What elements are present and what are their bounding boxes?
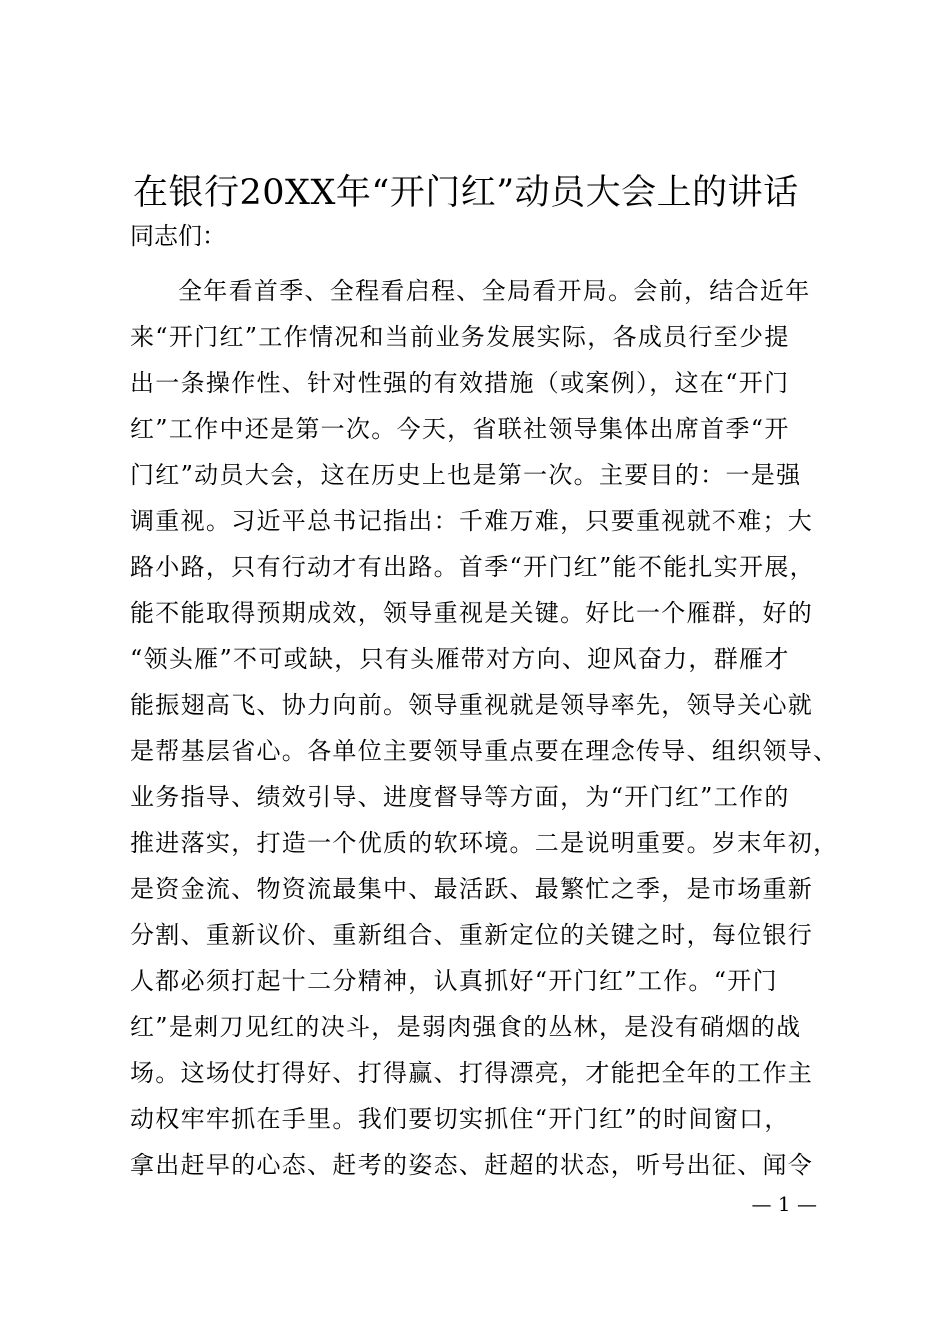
body-paragraph bbox=[130, 268, 839, 1188]
body-line: 红”是刺刀见红的决斗，是弱肉强食的丛林，是没有硝烟的战 bbox=[130, 1013, 802, 1041]
body-line: 能不能取得预期成效，领导重视是关键。好比一个雁群，好的 bbox=[130, 599, 814, 627]
body-line: 能振翅高飞、协力向前。领导重视就是领导率先，领导关心就 bbox=[130, 691, 814, 719]
body-line: “领头雁”不可或缺，只有头雁带对方向、迎风奋力，群雁才 bbox=[130, 645, 790, 673]
body-line: 门红”动员大会，这在历史上也是第一次。主要目的：一是强 bbox=[130, 461, 802, 489]
body-line: 出一条操作性、针对性强的有效措施（或案例），这在“开门 bbox=[130, 369, 790, 397]
body-line: 路小路，只有行动才有出路。首季“开门红”能不能扎实开展， bbox=[130, 553, 815, 581]
body-line: 红”工作中还是第一次。今天，省联社领导集体出席首季“开 bbox=[130, 415, 790, 443]
body-line: 场。这场仗打得好、打得赢、打得漂亮，才能把全年的工作主 bbox=[130, 1059, 814, 1087]
body-line: 来“开门红”工作情况和当前业务发展实际，各成员行至少提 bbox=[130, 323, 790, 351]
page-number: — 1 — bbox=[751, 1192, 817, 1216]
document-title: 在银行20XX年“开门红”动员大会上的讲话 bbox=[133, 173, 799, 213]
body-line: 是帮基层省心。各单位主要领导重点要在理念传导、组织领导、 bbox=[130, 737, 839, 765]
body-line: 全年看首季、全程看启程、全局看开局。会前，结合近年 bbox=[178, 277, 811, 305]
body-line: 拿出赶早的心态、赶考的姿态、赶超的状态，听号出征、闻令 bbox=[130, 1151, 814, 1179]
body-line: 推进落实，打造一个优质的软环境。二是说明重要。岁末年初， bbox=[130, 829, 839, 857]
body-line: 人都必须打起十二分精神，认真抓好“开门红”工作。“开门 bbox=[130, 967, 778, 995]
body-line: 分割、重新议价、重新组合、重新定位的关键之时，每位银行 bbox=[130, 921, 814, 949]
body-line: 是资金流、物资流最集中、最活跃、最繁忙之季，是市场重新 bbox=[130, 875, 814, 903]
salutation: 同志们： bbox=[130, 222, 226, 250]
body-line: 调重视。习近平总书记指出：千难万难，只要重视就不难；大 bbox=[130, 507, 814, 535]
body-line: 动权牢牢抓在手里。我们要切实抓住“开门红”的时间窗口， bbox=[130, 1105, 790, 1133]
body-line: 业务指导、绩效引导、进度督导等方面，为“开门红”工作的 bbox=[130, 783, 790, 811]
